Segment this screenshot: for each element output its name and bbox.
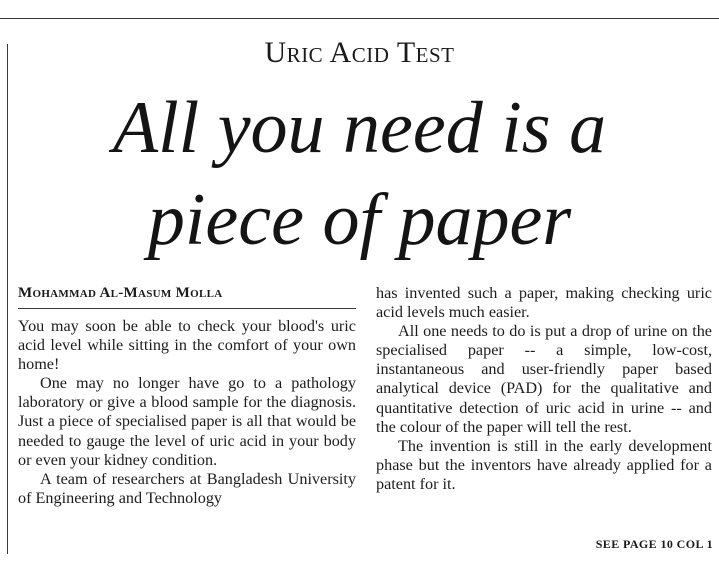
paragraph: The invention is still in the early development phase but the inventors have already applied for a patent for it.: [376, 436, 712, 493]
paragraph: has invented such a paper, making checking uric acid levels much easier.: [376, 284, 712, 322]
kicker: Uric Acid Test: [264, 36, 455, 69]
headline-line-2: piece of paper: [147, 179, 572, 261]
paragraph: One may no longer have go to a pathology laboratory or give a blood sample for the diagnosis. Just a piece of specialised paper is all that would be needed to gauge the level of uric acid in your body or even your kidney condition.: [18, 374, 356, 469]
jump-line[interactable]: SEE PAGE 10 COL 1: [595, 537, 713, 551]
headline: [0, 82, 719, 266]
paragraph: A team of researchers at Bangladesh University of Engineering and Technology: [18, 469, 356, 507]
headline-line-1: All you need is a: [112, 87, 607, 169]
top-rule: [0, 18, 719, 19]
byline: Mohammad Al-Masum Molla: [18, 285, 223, 301]
article-column-left: [18, 317, 356, 508]
byline-rule: [18, 308, 356, 309]
article-column-right: [376, 284, 712, 494]
paragraph: All one needs to do is put a drop of urine on the specialised paper -- a simple, low-cost, instantaneous and user-friendly paper based analytical device (PAD) for the qualitative and quantitative detection of uric acid in urine -- and the colour of the paper will tell the rest.: [376, 322, 712, 436]
paragraph: You may soon be able to check your blood's uric acid level while sitting in the comfort of your own home!: [18, 317, 356, 374]
